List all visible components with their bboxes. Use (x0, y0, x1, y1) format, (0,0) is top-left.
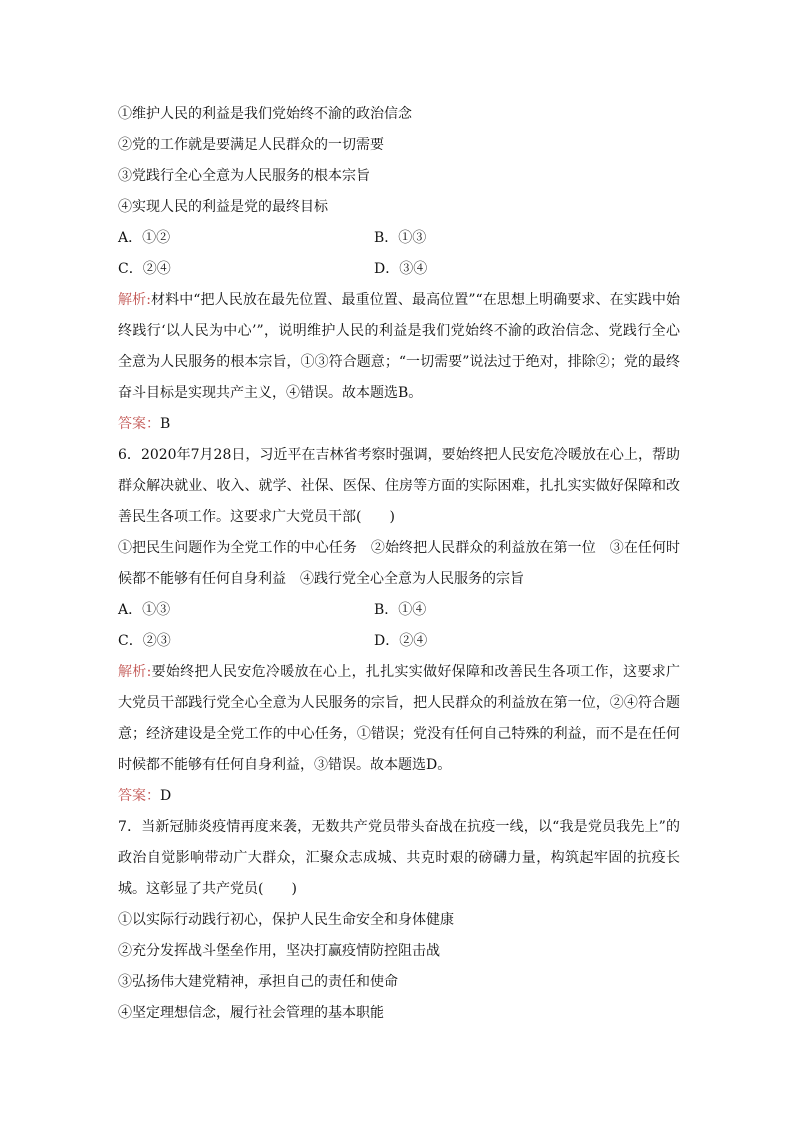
q5-option-d: D．③④ (374, 261, 428, 277)
q7-statement-2: ②充分发挥战斗堡垒作用，坚决打赢疫情防控阻击战 (118, 943, 440, 959)
q5-option-c: C．②④ (118, 261, 171, 277)
q5-statement-4: ④实现人民的利益是党的最终目标 (118, 199, 328, 215)
q6-answer (118, 781, 680, 812)
q5-statement-2: ②党的工作就是要满足人民群众的一切需要 (118, 137, 384, 153)
q6-analysis-label: 解析: (118, 664, 152, 680)
q6-options-row-2 (118, 626, 680, 657)
document-page (118, 99, 680, 1029)
q7-statement-1: ①以实际行动践行初心，保护人民生命安全和身体健康 (118, 912, 454, 928)
q6-answer-label: 答案： (118, 788, 160, 804)
q5-answer-label: 答案： (118, 416, 160, 432)
q7-statement-3: ③弘扬伟大建党精神，承担自己的责任和使命 (118, 974, 398, 990)
q6-stem: 6．2020年7月28日，习近平在吉林省考察时强调，要始终把人民安危冷暖放在心上，帮助群众解决就业、收入、就学、社保、医保、住房等方面的实际困难，扎扎实实做好保障和改善民生各项工作。这要求广大党员干部( ) (118, 447, 680, 525)
q5-statement-3: ③党践行全心全意为人民服务的根本宗旨 (118, 168, 370, 184)
q7-statement-4: ④坚定理想信念，履行社会管理的基本职能 (118, 1005, 384, 1021)
q5-analysis-text: 材料中“把人民放在最先位置、最重位置、最高位置”“在思想上明确要求、在实践中始终践行‘以人民为中心’”，说明维护人民的利益是我们党始终不渝的政治信念、党践行全心全意为人民服务的根本宗旨，①③符合题意；“一切需要”说法过于绝对，排除②；党的最终奋斗目标是实现共产主义，④错误。故本题选B。 (118, 292, 680, 401)
q5-answer-value: B (160, 416, 171, 432)
q5-analysis (118, 285, 680, 409)
q5-options-row-1 (118, 223, 680, 254)
q5-statement-1: ①维护人民的利益是我们党始终不渝的政治信念 (118, 106, 412, 122)
q6-option-a: A．①③ (118, 602, 171, 618)
q6-analysis-text: 要始终把人民安危冷暖放在心上，扎扎实实做好保障和改善民生各项工作，这要求广大党员干部践行党全心全意为人民服务的宗旨，把人民群众的利益放在第一位，②④符合题意；经济建设是全党工作的中心任务，①错误；党没有任何自己特殊的利益，而不是在任何时候都不能够有任何自身利益，③错误。故本题选D。 (118, 664, 680, 773)
q5-option-b: B．①③ (374, 230, 427, 246)
q5-option-a: A．①② (118, 230, 171, 246)
q5-answer (118, 409, 680, 440)
q6-option-b: B．①④ (374, 602, 427, 618)
q6-options-row-1 (118, 595, 680, 626)
q6-option-c: C．②③ (118, 633, 171, 649)
q5-options-row-2 (118, 254, 680, 285)
q6-answer-value: D (160, 788, 172, 804)
q6-statements: ①把民生问题作为全党工作的中心任务 ②始终把人民群众的利益放在第一位 ③在任何时候都不能够有任何自身利益 ④践行党全心全意为人民服务的宗旨 (118, 540, 680, 587)
q5-analysis-label: 解析: (118, 292, 151, 308)
q6-analysis (118, 657, 680, 781)
q6-option-d: D．②④ (374, 633, 428, 649)
q7-stem: 7．当新冠肺炎疫情再度来袭，无数共产党员带头奋战在抗疫一线，以“我是党员我先上”的政治自觉影响带动广大群众，汇聚众志成城、共克时艰的磅礴力量，构筑起牢固的抗疫长城。这彰显了共产党员( ) (118, 819, 680, 897)
